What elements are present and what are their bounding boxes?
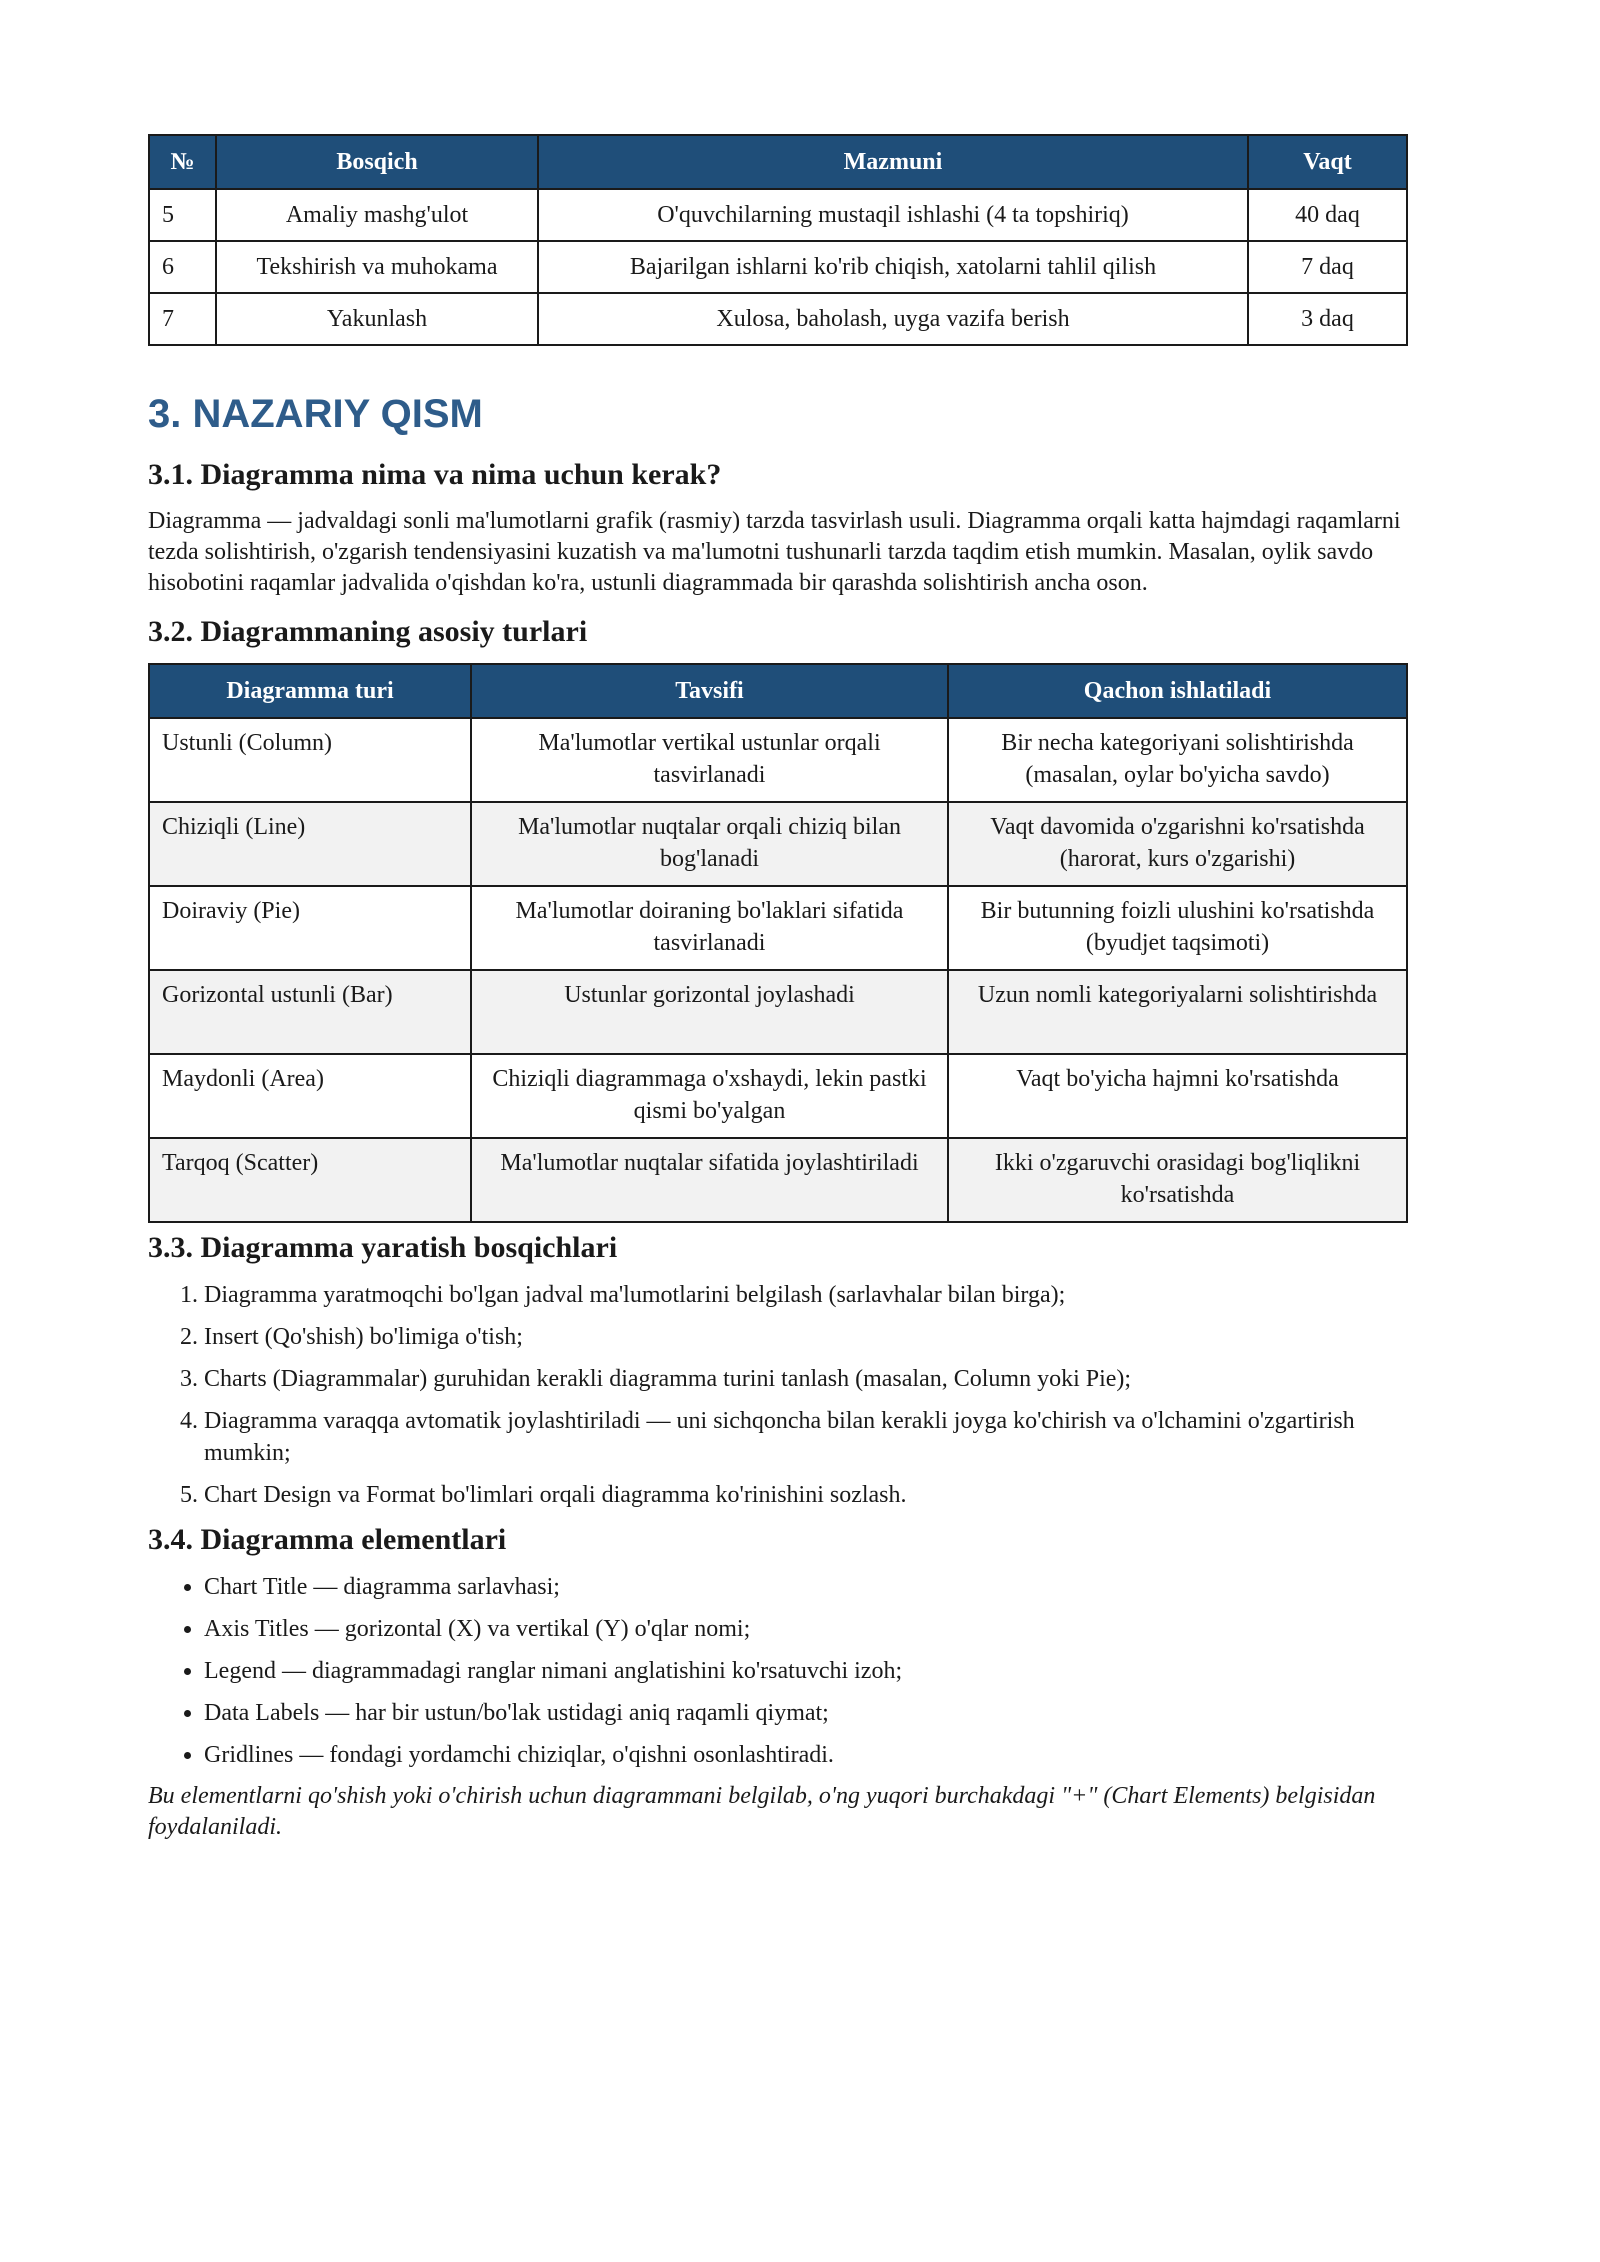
- table-row: [149, 293, 1407, 345]
- cell-chart-type: Doiraviy (Pie): [149, 886, 471, 970]
- cell-stage: Amaliy mashg'ulot: [216, 189, 538, 241]
- column-header-when-used: Qachon ishlatiladi: [948, 664, 1407, 718]
- list-item: • Gridlines — fondagi yordamchi chiziqlar, o'qishni osonlashtiradi.: [204, 1739, 1438, 1771]
- elements-list: [148, 1571, 1438, 1771]
- cell-chart-type: Ustunli (Column): [149, 718, 471, 802]
- cell-time: 40 daq: [1248, 189, 1407, 241]
- list-item: • Chart Title — diagramma sarlavhasi;: [204, 1571, 1438, 1603]
- cell-number: 7: [149, 293, 216, 345]
- list-item: 4. Diagramma varaqqa avtomatik joylashtiriladi — uni sichqoncha bilan kerakli joyga ko'chirish va o'lchamini o'zgartirish mumkin;: [204, 1405, 1438, 1469]
- cell-chart-type: Chiziqli (Line): [149, 802, 471, 886]
- column-header-time: Vaqt: [1248, 135, 1407, 189]
- list-item: • Data Labels — har bir ustun/bo'lak ustidagi aniq raqamli qiymat;: [204, 1697, 1438, 1729]
- cell-number: 5: [149, 189, 216, 241]
- cell-time: 7 daq: [1248, 241, 1407, 293]
- table-row: [149, 189, 1407, 241]
- table-row: [149, 970, 1407, 1054]
- cell-number: 6: [149, 241, 216, 293]
- italic-note: Bu elementlarni qo'shish yoki o'chirish uchun diagrammani belgilab, o'ng yuqori burchakdagi "+" (Chart Elements) belgisidan foydalaniladi.: [148, 1783, 1376, 1840]
- cell-description: Chiziqli diagrammaga o'xshaydi, lekin pastki qismi bo'yalgan: [471, 1054, 948, 1138]
- cell-stage: Yakunlash: [216, 293, 538, 345]
- list-item: • Legend — diagrammadagi ranglar nimani anglatishini ko'rsatuvchi izoh;: [204, 1655, 1438, 1687]
- column-header-stage: Bosqich: [216, 135, 538, 189]
- subsection-title-3-3: 3.3. Diagramma yaratish bosqichlari: [148, 1231, 618, 1264]
- cell-content: Bajarilgan ishlarni ko'rib chiqish, xatolarni tahlil qilish: [538, 241, 1248, 293]
- table-row: [149, 886, 1407, 970]
- subsection-title-3-2: 3.2. Diagrammaning asosiy turlari: [148, 615, 588, 648]
- cell-chart-type: Gorizontal ustunli (Bar): [149, 970, 471, 1054]
- section-title: 3. NAZARIY QISM: [148, 392, 483, 436]
- table-row: [149, 1138, 1407, 1222]
- cell-time: 3 daq: [1248, 293, 1407, 345]
- list-item: 2. Insert (Qo'shish) bo'limiga o'tish;: [204, 1321, 1438, 1353]
- cell-chart-type: Maydonli (Area): [149, 1054, 471, 1138]
- cell-when-used: Bir butunning foizli ulushini ko'rsatishda (byudjet taqsimoti): [948, 886, 1407, 970]
- column-header-content: Mazmuni: [538, 135, 1248, 189]
- chart-types-table: [148, 663, 1408, 1223]
- cell-description: Ustunlar gorizontal joylashadi: [471, 970, 948, 1054]
- schedule-table: [148, 134, 1408, 346]
- paragraph-definition: Diagramma — jadvaldagi sonli ma'lumotlarni grafik (rasmiy) tarzda tasvirlash usuli. Diagramma orqali katta hajmdagi raqamlarni tezda solishtirish, o'zgarish tendensiyasini kuzatish va ma'lumotni tushunarli tarzda taqdim etish mumkin. Masalan, oylik savdo hisobotini raqamlar jadvalida o'qishdan ko'ra, ustunli diagrammada bir qarashda solishtirish ancha oson.: [148, 508, 1401, 596]
- cell-description: Ma'lumotlar nuqtalar sifatida joylashtiriladi: [471, 1138, 948, 1222]
- cell-chart-type: Tarqoq (Scatter): [149, 1138, 471, 1222]
- subsection-title-3-1: 3.1. Diagramma nima va nima uchun kerak?: [148, 458, 722, 491]
- list-item: 3. Charts (Diagrammalar) guruhidan kerakli diagramma turini tanlash (masalan, Column yoki Pie);: [204, 1363, 1438, 1395]
- column-header-number: №: [149, 135, 216, 189]
- cell-stage: Tekshirish va muhokama: [216, 241, 538, 293]
- cell-when-used: Uzun nomli kategoriyalarni solishtirishda: [948, 970, 1407, 1054]
- list-item: 5. Chart Design va Format bo'limlari orqali diagramma ko'rinishini sozlash.: [204, 1479, 1438, 1511]
- cell-when-used: Vaqt davomida o'zgarishni ko'rsatishda (harorat, kurs o'zgarishi): [948, 802, 1407, 886]
- table-row: [149, 1054, 1407, 1138]
- list-item: 1. Diagramma yaratmoqchi bo'lgan jadval ma'lumotlarini belgilash (sarlavhalar bilan birga);: [204, 1279, 1438, 1311]
- table-header-row: [149, 135, 1407, 189]
- steps-list: [148, 1279, 1438, 1511]
- table-row: [149, 241, 1407, 293]
- column-header-chart-type: Diagramma turi: [149, 664, 471, 718]
- cell-description: Ma'lumotlar nuqtalar orqali chiziq bilan bog'lanadi: [471, 802, 948, 886]
- list-item: • Axis Titles — gorizontal (X) va vertikal (Y) o'qlar nomi;: [204, 1613, 1438, 1645]
- cell-when-used: Vaqt bo'yicha hajmni ko'rsatishda: [948, 1054, 1407, 1138]
- table-row: [149, 802, 1407, 886]
- cell-description: Ma'lumotlar doiraning bo'laklari sifatida tasvirlanadi: [471, 886, 948, 970]
- cell-content: Xulosa, baholash, uyga vazifa berish: [538, 293, 1248, 345]
- table-header-row: [149, 664, 1407, 718]
- cell-when-used: Bir necha kategoriyani solishtirishda (masalan, oylar bo'yicha savdo): [948, 718, 1407, 802]
- table-row: [149, 718, 1407, 802]
- subsection-title-3-4: 3.4. Diagramma elementlari: [148, 1523, 507, 1556]
- cell-description: Ma'lumotlar vertikal ustunlar orqali tasvirlanadi: [471, 718, 948, 802]
- cell-when-used: Ikki o'zgaruvchi orasidagi bog'liqlikni ko'rsatishda: [948, 1138, 1407, 1222]
- column-header-description: Tavsifi: [471, 664, 948, 718]
- document-page: [148, 134, 1438, 1843]
- cell-content: O'quvchilarning mustaqil ishlashi (4 ta topshiriq): [538, 189, 1248, 241]
